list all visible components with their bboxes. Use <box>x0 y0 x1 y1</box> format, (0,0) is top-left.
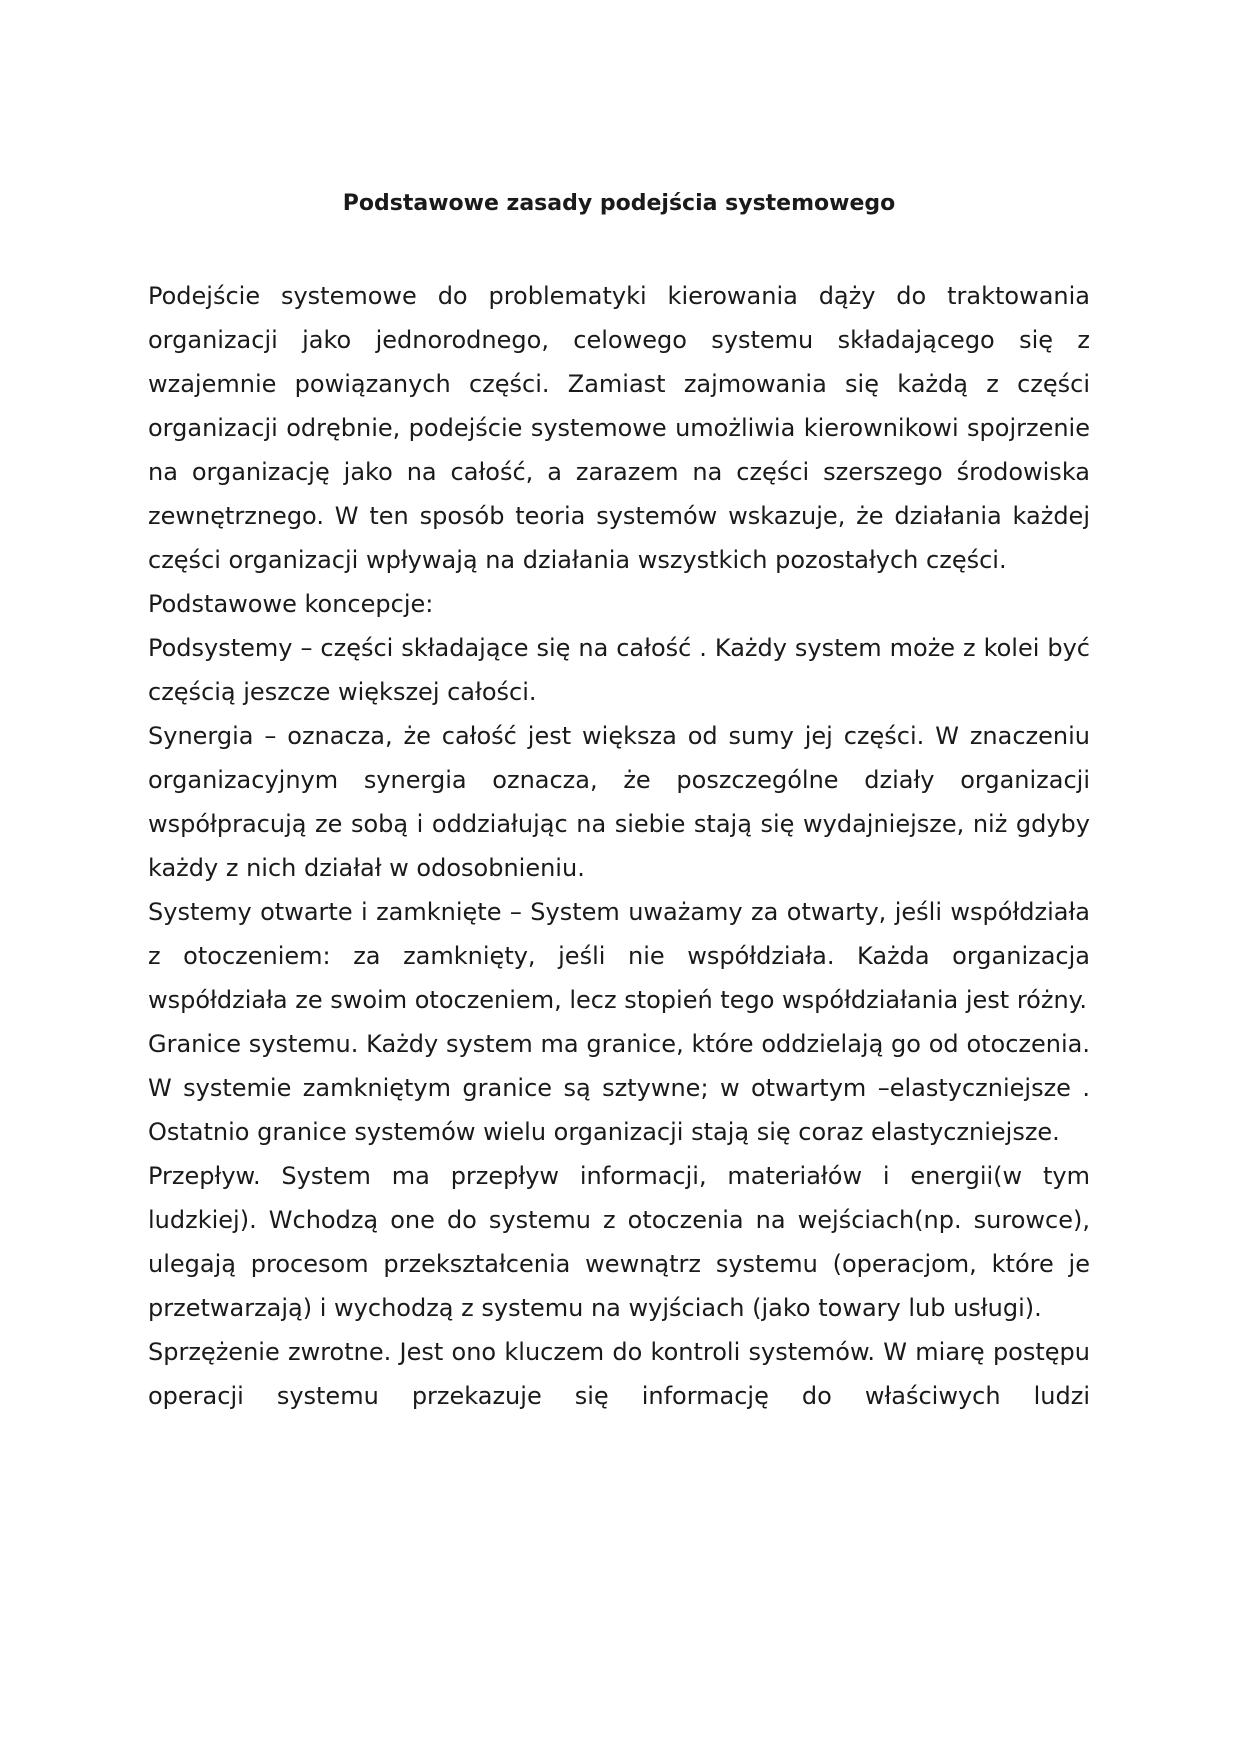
paragraph-subsystems: Podsystemy – części składające się na całość . Każdy system może z kolei być częścią jeszcze większej całości. <box>148 634 1090 706</box>
paragraph-intro: Podejście systemowe do problematyki kierowania dąży do traktowania organizacji jako jednorodnego, celowego systemu składającego się z wzajemnie powiązanych części. Zamiast zajmowania się każdą z części organizacji odrębnie, podejście systemowe umożliwia kierownikowi spojrzenie na organizację jako na całość, a zarazem na części szerszego środowiska zewnętrznego. W ten sposób teoria systemów wskazuje, że działania każdej części organizacji wpływają na działania wszystkich pozostałych części. <box>148 282 1090 574</box>
document-body <box>148 274 1090 1418</box>
paragraph-feedback: Sprzężenie zwrotne. Jest ono kluczem do kontroli systemów. W miarę postępu operacji systemu przekazuje się informację do właściwych ludzi <box>148 1338 1090 1410</box>
paragraph-flow: Przepływ. System ma przepływ informacji, materiałów i energii(w tym ludzkiej). Wchodzą one do systemu z otoczenia na wejściach(np. surowce), ulegają procesom przekształcenia wewnątrz systemu (operacjom, które je przetwarzają) i wychodzą z systemu na wyjściach (jako towary lub usługi). <box>148 1162 1090 1322</box>
paragraph-synergy: Synergia – oznacza, że całość jest większa od sumy jej części. W znaczeniu organizacyjnym synergia oznacza, że poszczególne działy organizacji współpracują ze sobą i oddziałując na siebie stają się wydajniejsze, niż gdyby każdy z nich działał w odosobnieniu. <box>148 722 1090 882</box>
paragraph-system-boundaries: Granice systemu. Każdy system ma granice, które oddzielają go od otoczenia. W systemie zamkniętym granice są sztywne; w otwartym –elastyczniejsze . Ostatnio granice systemów wielu organizacji stają się coraz elastyczniejsze. <box>148 1030 1090 1146</box>
paragraph-open-closed-systems: Systemy otwarte i zamknięte – System uważamy za otwarty, jeśli współdziała z otoczeniem: za zamknięty, jeśli nie współdziała. Każda organizacja współdziała ze swoim otoczeniem, lecz stopień tego współdziałania jest różny. <box>148 898 1090 1014</box>
document-title: Podstawowe zasady podejścia systemowego <box>342 191 896 216</box>
paragraph-concepts-heading: Podstawowe koncepcje: <box>148 590 434 618</box>
